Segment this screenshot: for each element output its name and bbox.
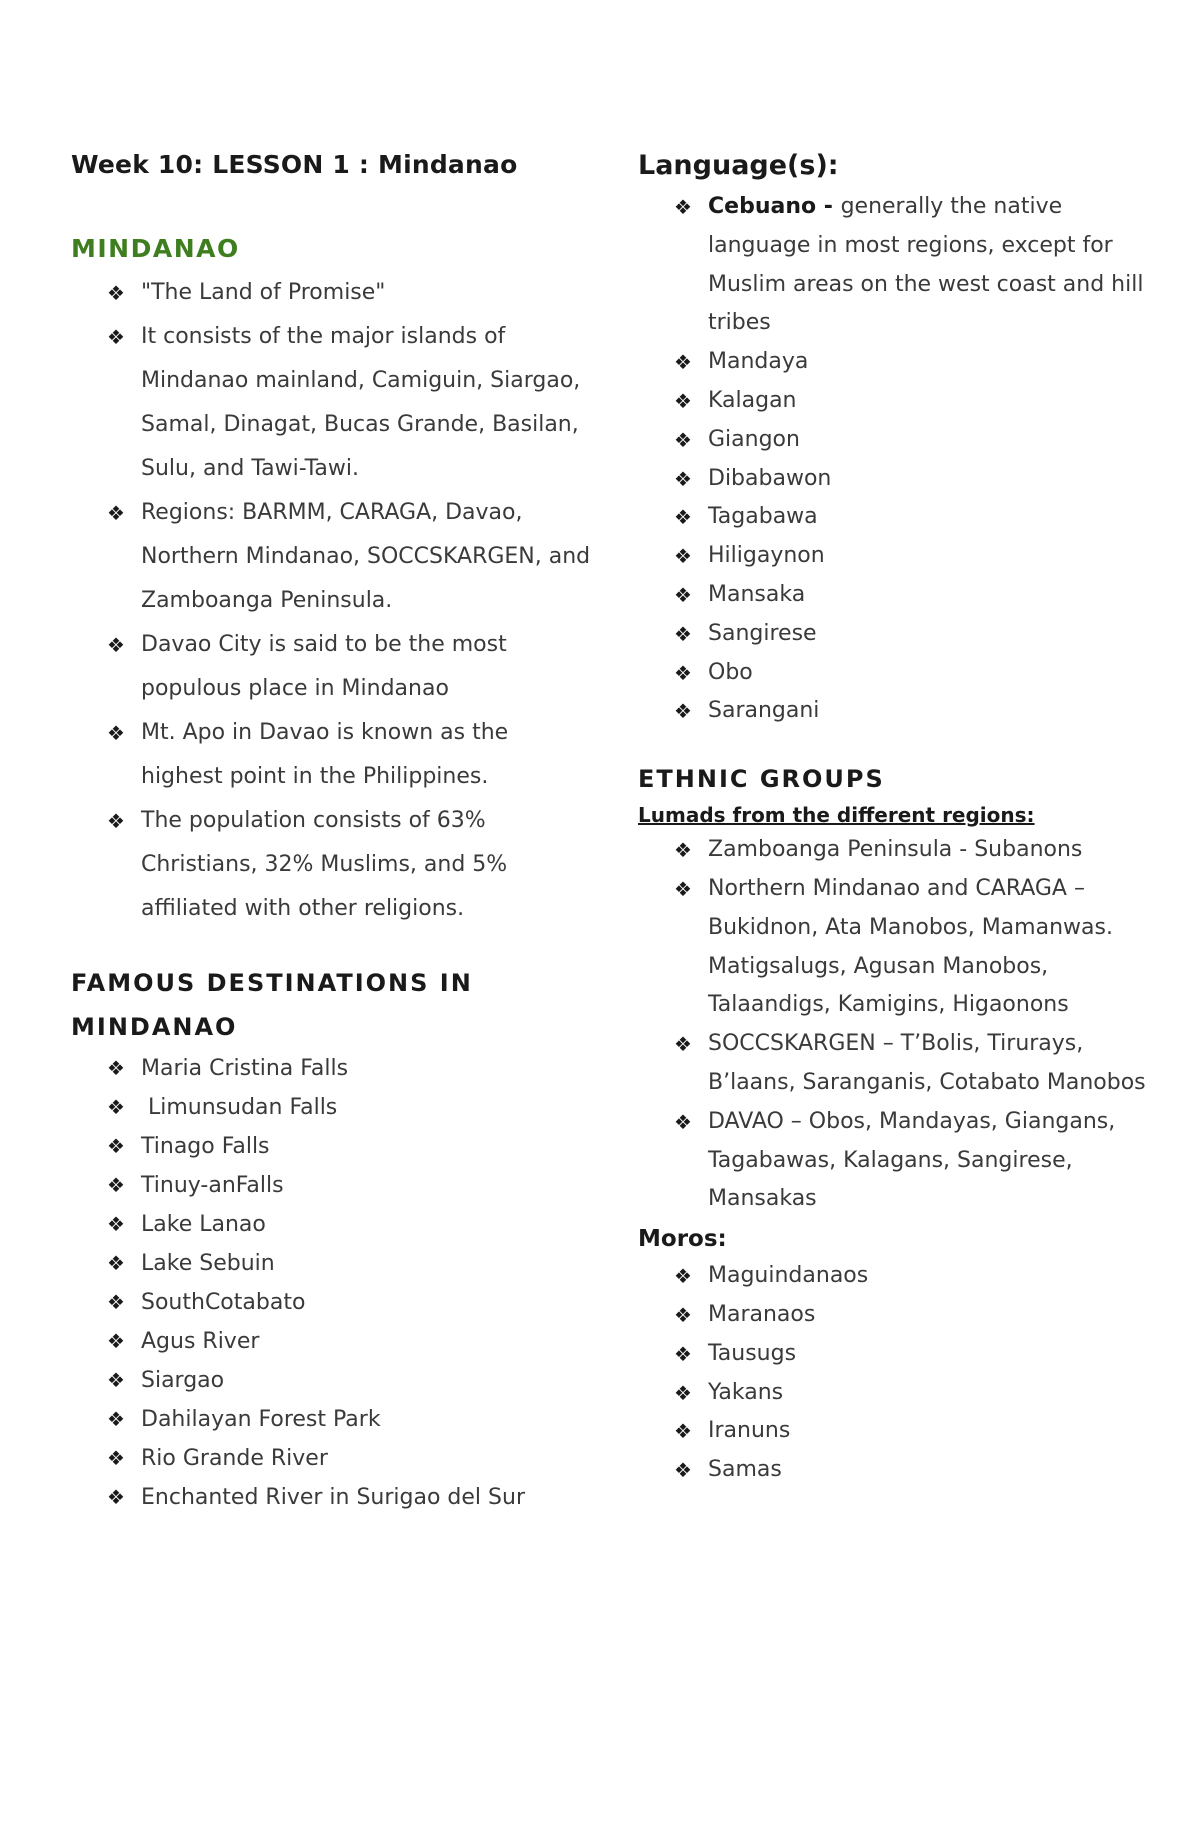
diamond-bullet-icon: ❖ [674,621,692,646]
fact-text: "The Land of Promise" [141,280,386,305]
list-item [638,1451,1158,1490]
diamond-bullet-icon: ❖ [107,1290,125,1314]
moro-group-name: Iranuns [708,1418,791,1444]
list-item [71,1283,591,1322]
diamond-bullet-icon: ❖ [674,466,692,491]
lumad-group-text: Zamboanga Peninsula - Subanons [708,837,1083,863]
destination-name: SouthCotabato [141,1290,306,1315]
moro-group-name: Samas [708,1457,782,1483]
list-item [71,623,591,711]
destinations-heading-line2: MINDANAO [71,1013,238,1041]
diamond-bullet-icon: ❖ [674,1341,692,1366]
list-item [638,1412,1158,1451]
list-item [638,421,1158,460]
list-item [71,315,591,491]
language-name: Sangirese [708,620,817,646]
list-item [638,576,1158,615]
right-column [638,148,1158,1490]
destination-name: Agus River [141,1329,260,1354]
list-item [638,1025,1158,1103]
diamond-bullet-icon: ❖ [674,1419,692,1444]
diamond-bullet-icon: ❖ [674,876,692,901]
list-item [71,1439,591,1478]
language-name: Hiligaynon [708,543,825,569]
list-item [71,1166,591,1205]
diamond-bullet-icon: ❖ [674,1264,692,1289]
diamond-bullet-icon: ❖ [107,325,125,349]
fact-text: Davao City is said to be the most populous place in Mindanao [141,632,507,701]
languages-heading: Language(s): [638,150,839,181]
language-name: Mandaya [708,349,809,375]
moro-group-name: Yakans [708,1379,784,1405]
list-item [71,1127,591,1166]
language-name: Tagabawa [708,504,818,530]
list-item [638,1374,1158,1413]
diamond-bullet-icon: ❖ [674,388,692,413]
diamond-bullet-icon: ❖ [674,699,692,724]
list-item [71,1244,591,1283]
list-item [71,1049,591,1088]
list-item [638,831,1158,870]
list-item [71,491,591,623]
list-item [638,870,1158,1025]
diamond-bullet-icon: ❖ [674,1032,692,1057]
destination-name: Rio Grande River [141,1446,328,1471]
diamond-bullet-icon: ❖ [674,838,692,863]
language-term: Cebuano - [708,194,841,219]
fact-text: Mt. Apo in Davao is known as the highest point in the Philippines. [141,720,509,789]
list-item [638,615,1158,654]
diamond-bullet-icon: ❖ [674,1458,692,1483]
diamond-bullet-icon: ❖ [107,1095,125,1119]
moro-group-name: Tausugs [708,1340,797,1366]
list-item [71,1400,591,1439]
diamond-bullet-icon: ❖ [674,427,692,452]
lumad-group-text: Northern Mindanao and CARAGA – Bukidnon, Ata Manobos, Mamanwas. Matigsalugs, Agusan Manobos, Talaandigs, Kamigins, Higaonons [708,875,1113,1018]
diamond-bullet-icon: ❖ [674,544,692,569]
destination-name: Limunsudan Falls [141,1095,338,1120]
destination-name: Enchanted River in Surigao del Sur [141,1485,525,1510]
ethnic-groups-heading: ETHNIC GROUPS [638,765,885,794]
diamond-bullet-icon: ❖ [107,1134,125,1158]
list-item [71,1361,591,1400]
diamond-bullet-icon: ❖ [674,195,692,219]
list-item [638,654,1158,693]
diamond-bullet-icon: ❖ [674,582,692,607]
destination-name: Tinago Falls [141,1134,270,1159]
destination-name: Maria Cristina Falls [141,1056,349,1081]
diamond-bullet-icon: ❖ [674,660,692,685]
language-name: Mansaka [708,581,806,607]
diamond-bullet-icon: ❖ [107,1446,125,1470]
diamond-bullet-icon: ❖ [107,1407,125,1431]
list-item [71,271,591,315]
list-item [638,460,1158,499]
lumad-group-text: SOCCSKARGEN – T’Bolis, Tirurays, B’laans, Saranganis, Cotabato Manobos [708,1031,1146,1095]
destination-name: Tinuy-anFalls [141,1173,284,1198]
destinations-heading-line1: FAMOUS DESTINATIONS IN [71,969,473,997]
diamond-bullet-icon: ❖ [107,1368,125,1392]
list-item [71,1088,591,1127]
destinations-list [71,1049,591,1517]
lumad-group-text: DAVAO – Obos, Mandayas, Giangans, Tagabawas, Kalagans, Sangirese, Mansakas [708,1108,1116,1212]
language-name: Kalagan [708,387,797,413]
lesson-title: Week 10: LESSON 1 : Mindanao [71,150,518,179]
fact-text: The population consists of 63% Christians, 32% Muslims, and 5% affiliated with other religions. [141,808,508,921]
list-item [638,343,1158,382]
list-item [638,188,1158,343]
diamond-bullet-icon: ❖ [674,350,692,375]
diamond-bullet-icon: ❖ [107,501,125,525]
diamond-bullet-icon: ❖ [107,809,125,833]
destinations-heading [71,961,591,1049]
languages-list [638,188,1158,731]
list-item [71,1478,591,1517]
diamond-bullet-icon: ❖ [107,1173,125,1197]
diamond-bullet-icon: ❖ [674,1109,692,1134]
diamond-bullet-icon: ❖ [674,505,692,530]
destination-name: Lake Sebuin [141,1251,275,1276]
list-item [638,382,1158,421]
language-name: Giangon [708,426,800,452]
language-name: Obo [708,659,753,685]
left-column [71,148,591,1517]
diamond-bullet-icon: ❖ [674,1380,692,1405]
diamond-bullet-icon: ❖ [107,1212,125,1236]
diamond-bullet-icon: ❖ [107,633,125,657]
language-name: Sarangani [708,698,820,724]
diamond-bullet-icon: ❖ [107,1485,125,1509]
diamond-bullet-icon: ❖ [674,1302,692,1327]
lumads-subheading: Lumads from the different regions: [638,803,1035,828]
list-item [638,692,1158,731]
list-item [71,1205,591,1244]
list-item [638,498,1158,537]
moro-group-name: Maguindanaos [708,1263,869,1289]
mindanao-heading: MINDANAO [71,234,240,263]
list-item [638,1335,1158,1374]
fact-text: Regions: BARMM, CARAGA, Davao, Northern Mindanao, SOCCSKARGEN, and Zamboanga Peninsula. [141,500,591,613]
destination-name: Lake Lanao [141,1212,266,1237]
destination-name: Siargao [141,1368,225,1393]
moros-subheading: Moros: [638,1226,727,1253]
destination-name: Dahilayan Forest Park [141,1407,381,1432]
mindanao-facts-list [71,271,591,931]
language-name: Dibabawon [708,465,832,491]
moro-group-name: Maranaos [708,1301,816,1327]
list-item [71,799,591,931]
diamond-bullet-icon: ❖ [107,1329,125,1353]
list-item [638,1257,1158,1296]
list-item [638,1103,1158,1219]
lumads-list [638,831,1158,1219]
diamond-bullet-icon: ❖ [107,281,125,305]
list-item [71,1322,591,1361]
diamond-bullet-icon: ❖ [107,1056,125,1080]
moros-list [638,1257,1158,1490]
list-item [71,711,591,799]
list-item [638,537,1158,576]
fact-text: It consists of the major islands of Mindanao mainland, Camiguin, Siargao, Samal, Dinagat, Bucas Grande, Basilan, Sulu, and Tawi-Tawi. [141,324,581,481]
list-item [638,1296,1158,1335]
diamond-bullet-icon: ❖ [107,721,125,745]
language-description: generally the native language in most regions, except for Muslim areas on the west coast and hill tribes [708,194,1144,336]
diamond-bullet-icon: ❖ [107,1251,125,1275]
